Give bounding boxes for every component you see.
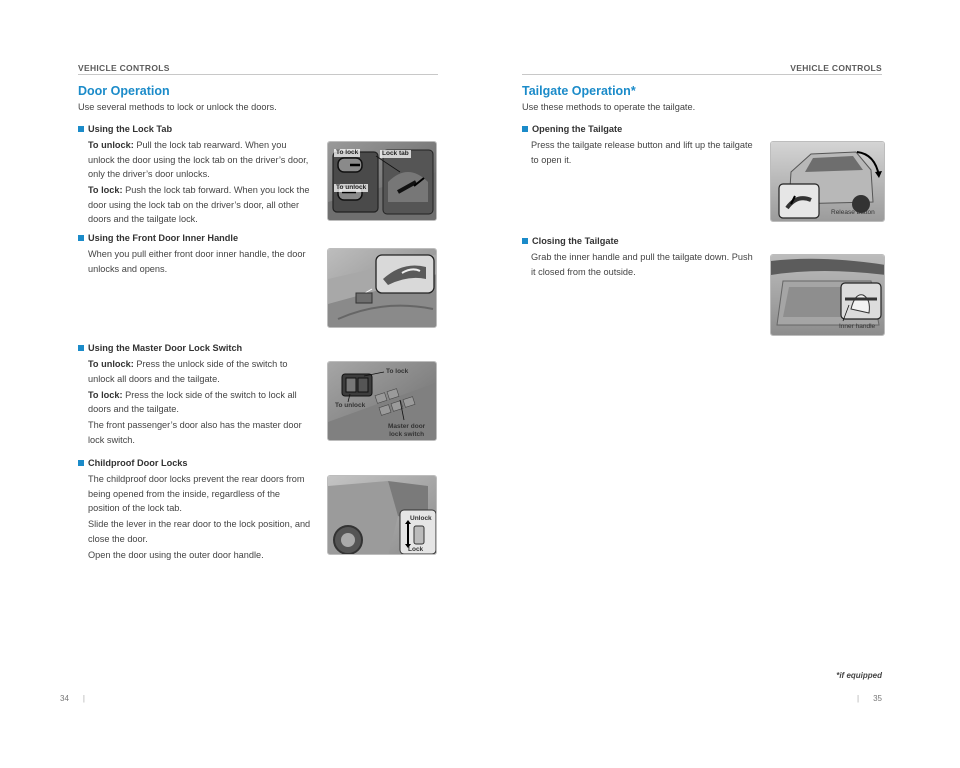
subheading-text: Opening the Tailgate (532, 124, 623, 134)
inner-handle-body (88, 247, 313, 278)
square-bullet-icon (522, 238, 528, 244)
term-to-unlock: To unlock: (88, 140, 134, 150)
inner-handle-paragraph: When you pull either front door inner handle, the door unlocks and opens. (88, 249, 306, 274)
closing-tailgate-figure (770, 254, 885, 336)
opening-paragraph: Press the tailgate release button and lift up the tailgate to open it. (531, 140, 753, 165)
subheading-lock-tab (78, 124, 172, 134)
square-bullet-icon (78, 235, 84, 241)
running-head: VEHICLE CONTROLS (78, 63, 170, 73)
figure-label-master-switch (386, 423, 427, 439)
section-intro: Use these methods to operate the tailgate. (522, 102, 696, 112)
section-title-door-operation: Door Operation (78, 84, 170, 98)
figure-label-to-lock: To lock (386, 368, 409, 375)
folio-divider: | (82, 694, 85, 703)
subheading-text: Closing the Tailgate (532, 236, 619, 246)
opening-tailgate-body (531, 138, 756, 169)
square-bullet-icon (78, 345, 84, 351)
folio-divider: | (857, 694, 860, 703)
lock-tab-lock-paragraph (88, 183, 313, 227)
opening-tailgate-figure (770, 141, 885, 222)
unlock-instruction: Pull the lock tab rearward. When you unlock the door using the lock tab on the driver’s door, only the driver’s door unlocks. (88, 140, 309, 179)
lock-instruction: Press the lock side of the switch to lock all doors and the tailgate. (88, 389, 297, 414)
head-rule (522, 74, 882, 75)
figure-label-lock: Lock (408, 546, 424, 553)
subheading-childproof (78, 458, 188, 468)
lock-tab-body (88, 138, 313, 228)
master-switch-body (88, 357, 313, 449)
running-head: VEHICLE CONTROLS (790, 63, 882, 73)
subheading-master-switch (78, 343, 242, 353)
closing-paragraph: Grab the inner handle and pull the tailgate down. Push it closed from the outside. (531, 252, 753, 277)
master-switch-figure (327, 361, 437, 441)
subheading-text: Using the Lock Tab (88, 124, 173, 134)
square-bullet-icon (78, 460, 84, 466)
square-bullet-icon (78, 126, 84, 132)
page-number-left (60, 694, 85, 703)
lock-instruction: Push the lock tab forward. When you lock the door using the lock tab on the driver’s door, all other doors and the tailgate lock. (88, 185, 310, 224)
figure-label-line: lock switch (389, 431, 425, 438)
unlock-instruction: Press the unlock side of the switch to unlock all doors and the tailgate. (88, 359, 288, 384)
footnote-if-equipped: *if equipped (836, 671, 882, 680)
subheading-text: Using the Master Door Lock Switch (88, 343, 243, 353)
closing-tailgate-body (531, 250, 756, 281)
section-title-tailgate: Tailgate Operation* (522, 84, 636, 98)
page-number-right (857, 694, 882, 703)
figure-label-to-lock: To lock (336, 149, 359, 156)
lock-tab-unlock-paragraph (88, 138, 313, 182)
childproof-paragraph-1: The childproof door locks prevent the rear doors from being opened from the inside, regardless of the position of the lock tab. (88, 474, 305, 513)
section-intro: Use several methods to lock or unlock the doors. (78, 102, 277, 112)
figure-label-lock-tab: Lock tab (382, 150, 409, 157)
page-number: 34 (60, 694, 69, 703)
page-number: 35 (873, 694, 882, 703)
subheading-opening-tailgate (522, 124, 622, 134)
figure-label-inner-handle: Inner handle (839, 323, 876, 330)
figure-label-unlock: Unlock (410, 515, 432, 522)
term-to-lock: To lock: (88, 185, 123, 195)
term-to-lock: To lock: (88, 389, 123, 400)
right-page (480, 0, 960, 768)
master-unlock-paragraph (88, 357, 313, 386)
square-bullet-icon (522, 126, 528, 132)
childproof-paragraph-3: Open the door using the outer door handle. (88, 549, 264, 560)
figure-label-to-unlock: To unlock (336, 184, 367, 191)
subheading-closing-tailgate (522, 236, 619, 246)
master-note-paragraph: The front passenger’s door also has the master door lock switch. (88, 420, 302, 445)
figure-label-release-button: Release button (831, 209, 875, 216)
subheading-text: Using the Front Door Inner Handle (88, 233, 239, 243)
figure-label-to-unlock: To unlock (335, 402, 366, 409)
lock-tab-figure (327, 141, 437, 221)
childproof-paragraph-2: Slide the lever in the rear door to the lock position, and close the door. (88, 519, 311, 544)
figure-label-line: Master door (388, 423, 426, 430)
head-rule (78, 74, 438, 75)
term-to-unlock: To unlock: (88, 359, 134, 369)
childproof-figure (327, 475, 437, 555)
inner-handle-figure (327, 248, 437, 328)
inner-handle-illustration (328, 249, 437, 328)
subheading-text: Childproof Door Locks (88, 458, 188, 468)
childproof-body (88, 472, 313, 564)
master-lock-paragraph (88, 388, 313, 417)
subheading-inner-handle (78, 233, 238, 243)
